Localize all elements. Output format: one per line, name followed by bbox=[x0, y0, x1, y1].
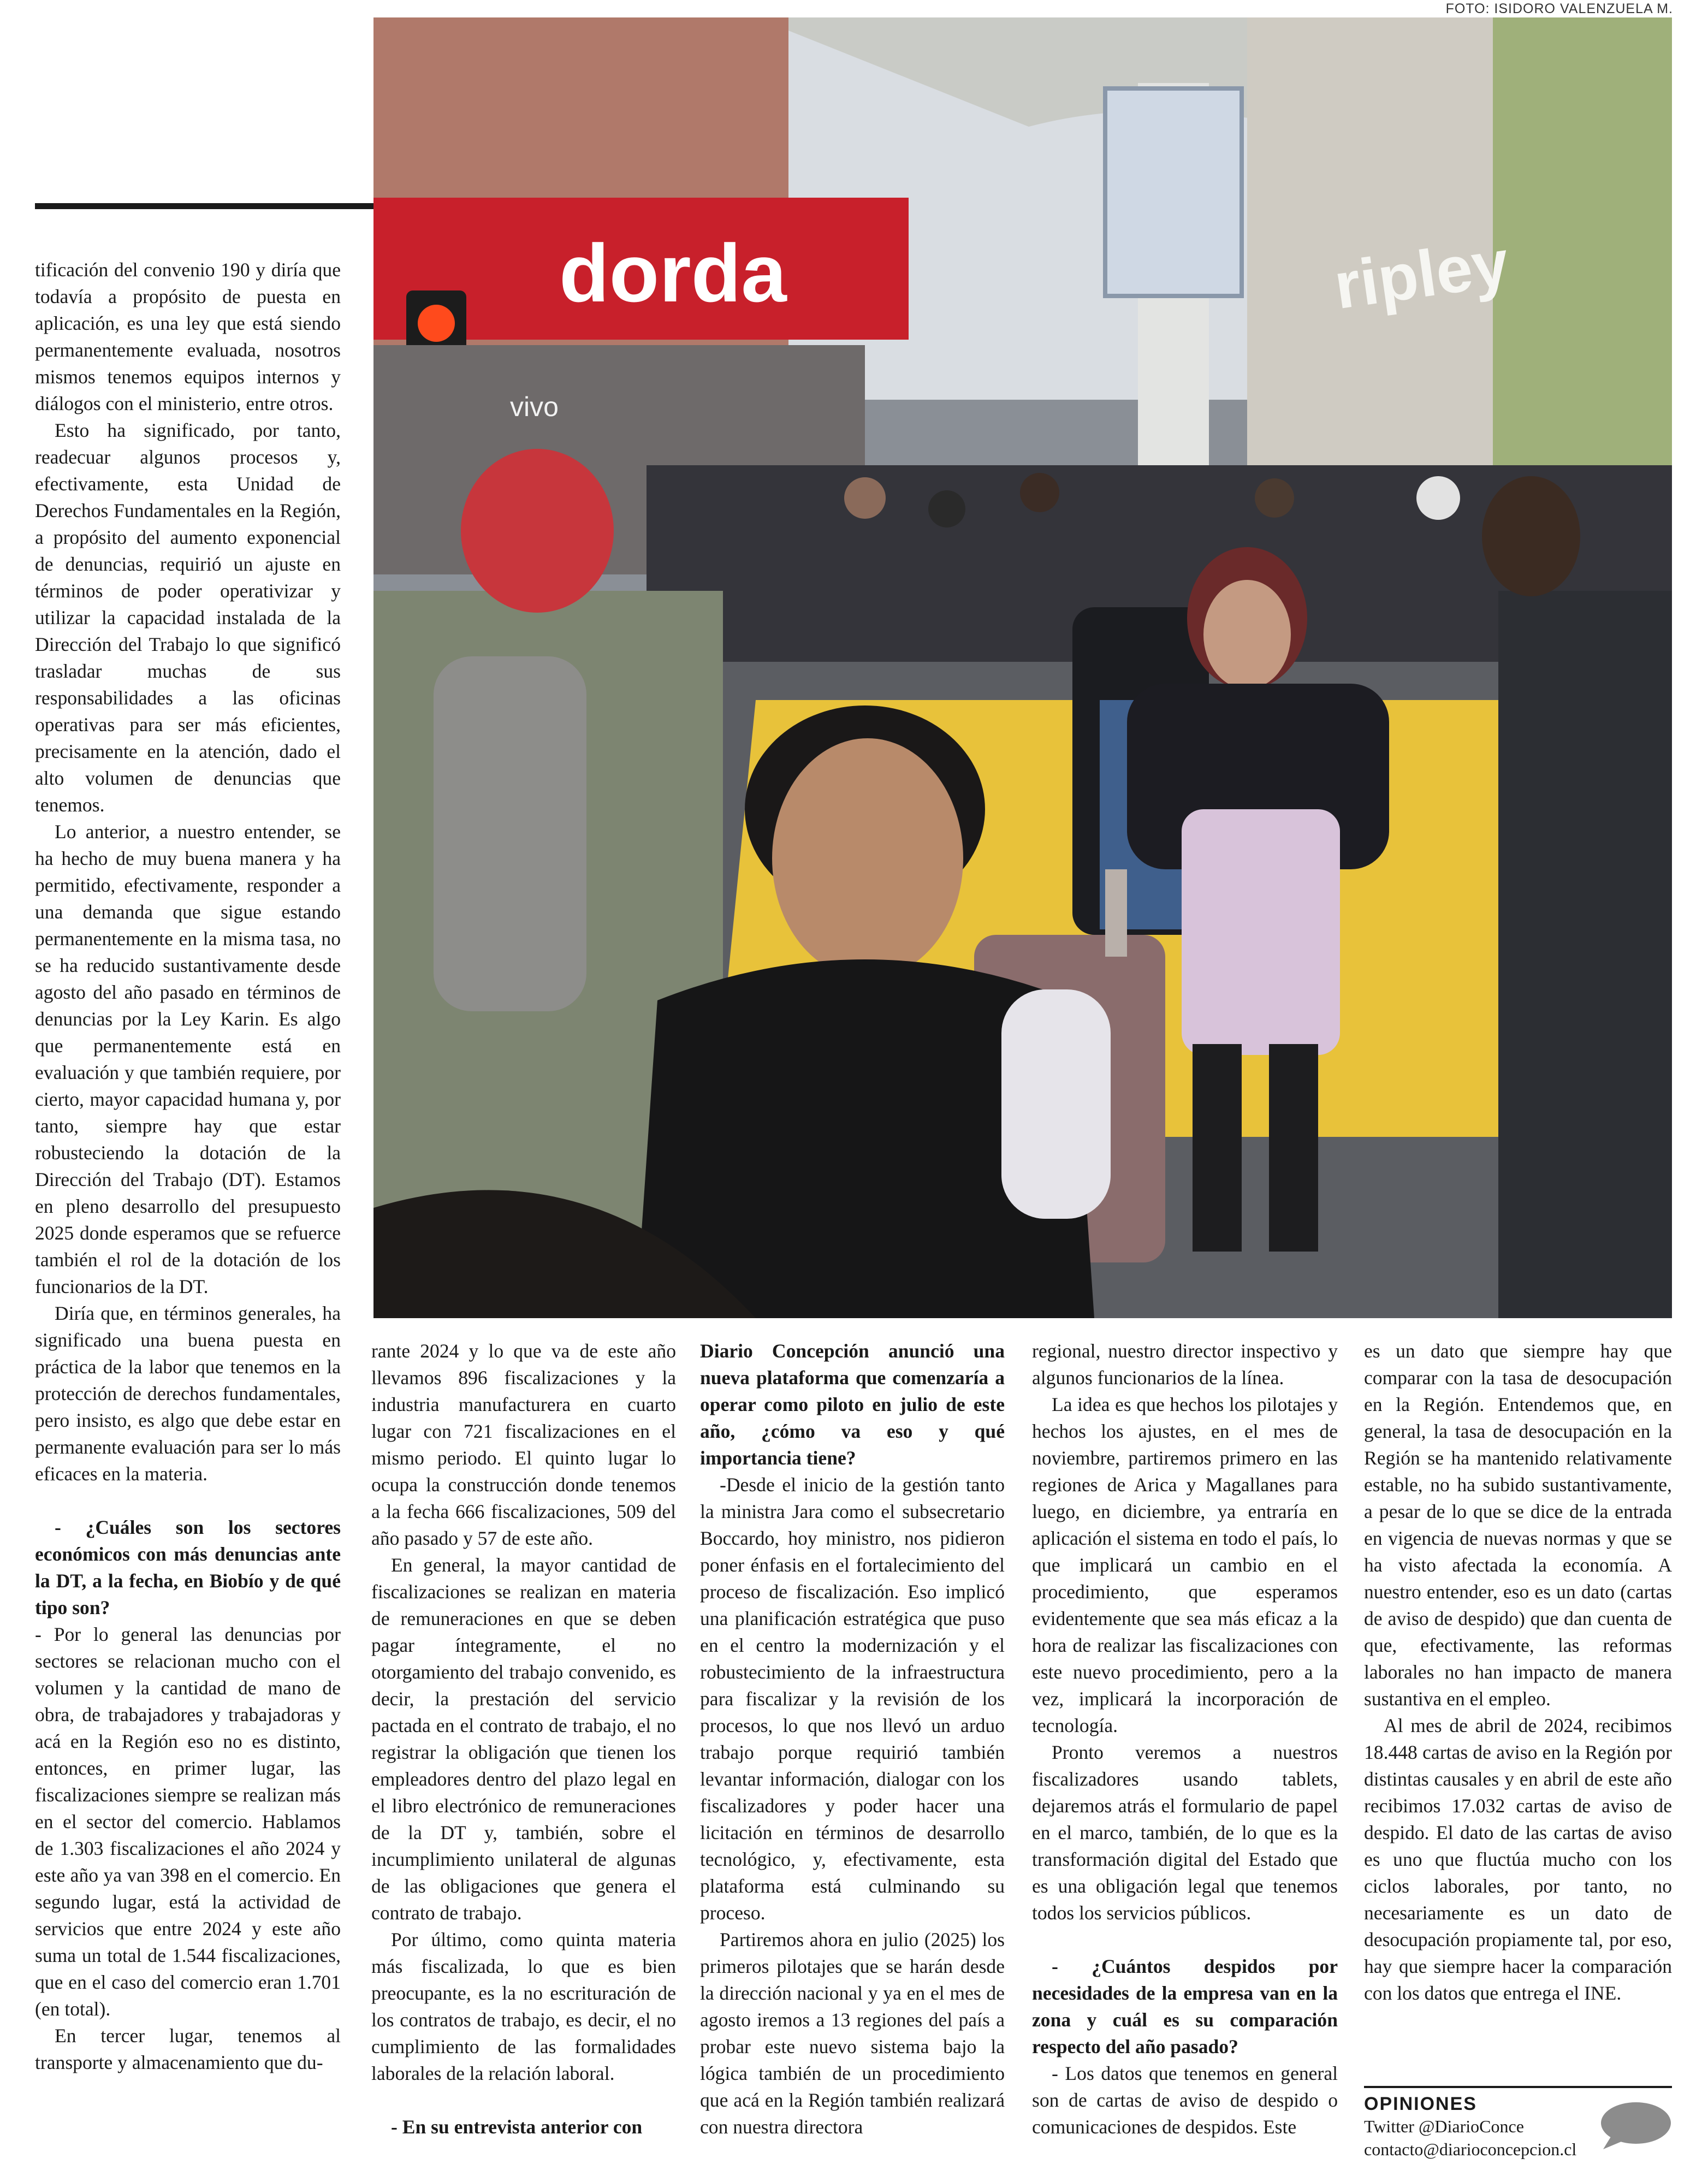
text-column-4 bbox=[1032, 1338, 1338, 2141]
paragraph: rante 2024 y lo que va de este año llevamos 896 fiscalizaciones y la industria manufacturera en cuarto lugar con 721 fiscalizaciones en el mismo periodo. El quinto lugar lo ocupa la construcción donde tenemos a la fecha 666 fiscalizaciones, 509 del año pasado y 57 de este año. bbox=[371, 1340, 676, 1549]
paragraph: Esto ha significado, por tanto, readecuar algunos procesos y, efectivamente, esta Unidad de Derechos Fundamentales en la Región, a propósito del aumento exponencial de denuncias, requirió un ajuste en términos de poder operativizar y utilizar la capacidad instalada de la Dirección del Trabajo lo que significó trasladar muchas de sus responsabilidades a las oficinas operativas para ser más eficientes, precisamente en la atención, dado el alto volumen de denuncias que tenemos. bbox=[35, 419, 341, 816]
pedestrian-signal bbox=[418, 305, 455, 342]
paragraph: regional, nuestro director inspectivo y algunos funcionarios de la línea. bbox=[1032, 1340, 1338, 1389]
lilac-dress bbox=[1182, 809, 1340, 1055]
face bbox=[1203, 580, 1291, 689]
foreground-face bbox=[772, 738, 963, 979]
paragraph: En tercer lugar, tenemos al transporte y almacenamiento que du- bbox=[35, 2025, 341, 2073]
street-crowd-illustration bbox=[373, 17, 1672, 1318]
green-facade bbox=[1493, 17, 1672, 465]
photo-credit: FOTO: ISIDORO VALENZUELA M. bbox=[1445, 1, 1673, 16]
opiniones-box bbox=[1364, 2086, 1672, 2161]
crowd-head bbox=[1416, 476, 1460, 520]
column-poster bbox=[1105, 88, 1242, 296]
red-beanie bbox=[461, 449, 614, 613]
opiniones-title: OPINIONES bbox=[1364, 2094, 1477, 2114]
paragraph: La idea es que hechos los pilotajes y hechos los ajustes, en el mes de noviembre, partiremos primero en las regiones de Arica y Magallanes para luego, en diciembre, ya entraría en aplicación el sistema en todo el país, lo que implicará un cambio en el procedimiento, que esperamos evidentemente que sea más eficaz a la hora de realizar las fiscalizaciones con este nuevo procedimiento, pero a la vez, implicará la incorporación de tecnología. bbox=[1032, 1394, 1338, 1736]
paragraph: Pronto veremos a nuestros fiscalizadores usando tablets, dejaremos atrás el formulario de papel en el marco, también, de lo que es la transformación digital del Estado que es una obligación legal que tenemos todos los servicios públicos. bbox=[1032, 1741, 1338, 1924]
interview-question: - ¿Cuáles son los sectores económicos con más denuncias ante la DT, a la fecha, en Biobío y de qué tipo son? bbox=[35, 1516, 341, 1618]
crowd-head bbox=[1255, 478, 1294, 518]
person-right bbox=[1498, 591, 1672, 1318]
speech-bubble-icon bbox=[1596, 2099, 1672, 2151]
paragraph: - Los datos que tenemos en general son de cartas de aviso de despido o comunicaciones de despidos. Este bbox=[1032, 2062, 1338, 2138]
paragraph: Diría que, en términos generales, ha significado una buena puesta en práctica de la labor que tenemos en la protección de derechos fundamentales, pero insisto, es algo que debe estar en permanente evaluación para ser lo más eficaces en la materia. bbox=[35, 1302, 341, 1485]
text-column-1 bbox=[35, 257, 341, 2076]
interview-question: Diario Concepción anunció una nueva plataforma que comenzaría a operar como piloto en julio de este año, ¿cómo va eso y qué importancia tiene? bbox=[700, 1340, 1005, 1469]
white-sleeve bbox=[1001, 989, 1111, 1219]
vivo-sign: vivo bbox=[510, 392, 559, 422]
paragraph: - Por lo general las denuncias por sectores se relacionan mucho con el volumen y la cantidad de mano de obra, de trabajadores y trabajadoras y acá en la Región eso no es distinto, entonces, en primer lugar, las fiscalizaciones siempre se realizan más en el sector del comercio. Hablamos de 1.303 fiscalizaciones el año 2024 y este año ya van 398 en el comercio. En segundo lugar, está la actividad de servicios que entre 2024 y este año suma un total de 1.544 fiscalizaciones, que en el caso del comercio eran 1.701 (en total). bbox=[35, 1623, 341, 2020]
crowd-head bbox=[928, 490, 965, 527]
paragraph: es un dato que siempre hay que comparar con la tasa de desocupación en la Región. Entendemos que, en general, la tasa de desocupación en la Región se ha mantenido relativamente estable, no ha subido sustantivamente, a pesar de lo que se dice de la entrada en vigencia de nuevas normas y que se ha visto afectada la economía. A nuestro entender, eso es un dato (cartas de aviso de despido) que dan cuenta de que, efectivamente, las reformas laborales no han impacto de manera sustantiva en el empleo. bbox=[1364, 1340, 1672, 1710]
paragraph: tificación del convenio 190 y diría que todavía a propósito de puesta en aplicación, es una ley que está siendo permanentemente evaluada, nosotros mismos tenemos equipos internos y diálogos con el ministerio, entre otros. bbox=[35, 259, 341, 414]
backpack bbox=[434, 656, 586, 1011]
text-column-3 bbox=[700, 1338, 1005, 2141]
paragraph: -Desde el inicio de la gestión tanto la ministra Jara como el subsecretario Boccardo, hoy ministro, nos pidieron poner énfasis en el fortalecimiento del proceso de fiscalización. Eso implicó una planificación estratégica que puso en el centro la modernización y el robustecimiento de la infraestructura para fiscalizar y la revisión de los procesos, lo que nos llevó un arduo trabajo porque requirió también levantar información, dialogar con los fiscalizadores y poder hacer una licitación en términos de desarrollo tecnológico, y, efectivamente, esta plataforma está culminando su proceso. bbox=[700, 1474, 1005, 1924]
crowd-head bbox=[844, 477, 886, 519]
store-sign-right: ripley bbox=[1330, 226, 1514, 323]
paragraph: En general, la mayor cantidad de fiscalizaciones se realizan en materia de remuneraciones en que se deben pagar íntegramente, el no otorgamiento del trabajo convenido, es decir, la prestación del servicio pactada en el contrato de trabajo, el no registrar la obligación que tienen los empleadores dentro del plazo legal en el libro electrónico de remuneraciones de la DT y, también, sobre el incumplimiento unilateral de algunas de las obligaciones que genera el contrato de trabajo. bbox=[371, 1554, 676, 1924]
contact-email[interactable]: contacto@diarioconcepcion.cl bbox=[1364, 2139, 1577, 2159]
paragraph: Al mes de abril de 2024, recibimos 18.448 cartas de aviso en la Región por distintas causales y en abril de este año recibimos 17.032 cartas de aviso de despido. El dato de las cartas de aviso es uno que fluctúa mucho con los ciclos laborales, por tanto, no necesariamente es un dato de desocupación propiamente tal, por eso, hay que siempre hacer la comparación con los datos que entrega el INE. bbox=[1364, 1715, 1672, 2004]
paragraph: Por último, como quinta materia más fiscalizada, lo que es bien preocupante, es la no escrituración de los contratos de trabajo, es decir, el no cumplimiento de las formalidades laborales de la relación laboral. bbox=[371, 1929, 676, 2084]
text-column-2 bbox=[371, 1338, 676, 2141]
interview-question: - En su entrevista anterior con bbox=[391, 2116, 643, 2138]
paragraph: Lo anterior, a nuestro entender, se ha hecho de muy buena manera y ha permitido, efectivamente, responder a una demanda que sigue estando permanentemente en la misma tasa, no se ha reducido sustantivamente desde agosto del año pasado en términos de denuncias por la Ley Karin. Es algo que permanentemente está en evaluación y que también requiere, por cierto, mayor capacidad humana y, por tanto, siempre hay que estar robusteciendo la dotación de la Dirección del Trabajo (DT). Estamos en pleno desarrollo del presupuesto 2025 donde esperamos que se refuerce también el rol de la dotación de los funcionarios de la DT. bbox=[35, 821, 341, 1297]
paragraph: Partiremos ahora en julio (2025) los primeros pilotajes que se harán desde la dirección nacional y ya en el mes de agosto iremos a 13 regiones del país a probar este nuevo sistema bajo la lógica también de un procedimiento que acá en la Región también realizará con nuestra directora bbox=[700, 1929, 1005, 2138]
store-sign-left: dorda bbox=[559, 227, 787, 319]
twitter-handle[interactable]: Twitter @DiarioConce bbox=[1364, 2116, 1524, 2136]
street-photo bbox=[373, 17, 1672, 1318]
section-rule bbox=[35, 203, 373, 209]
crowd-head bbox=[1020, 473, 1059, 512]
person-right-head bbox=[1482, 476, 1580, 596]
interview-question: - ¿Cuántos despidos por necesidades de la empresa van en la zona y cuál es su comparación respecto del año pasado? bbox=[1032, 1955, 1338, 2058]
suitcase-handle bbox=[1105, 869, 1127, 957]
legs bbox=[1269, 1044, 1318, 1252]
legs bbox=[1193, 1044, 1242, 1252]
text-column-5 bbox=[1364, 1338, 1672, 2007]
